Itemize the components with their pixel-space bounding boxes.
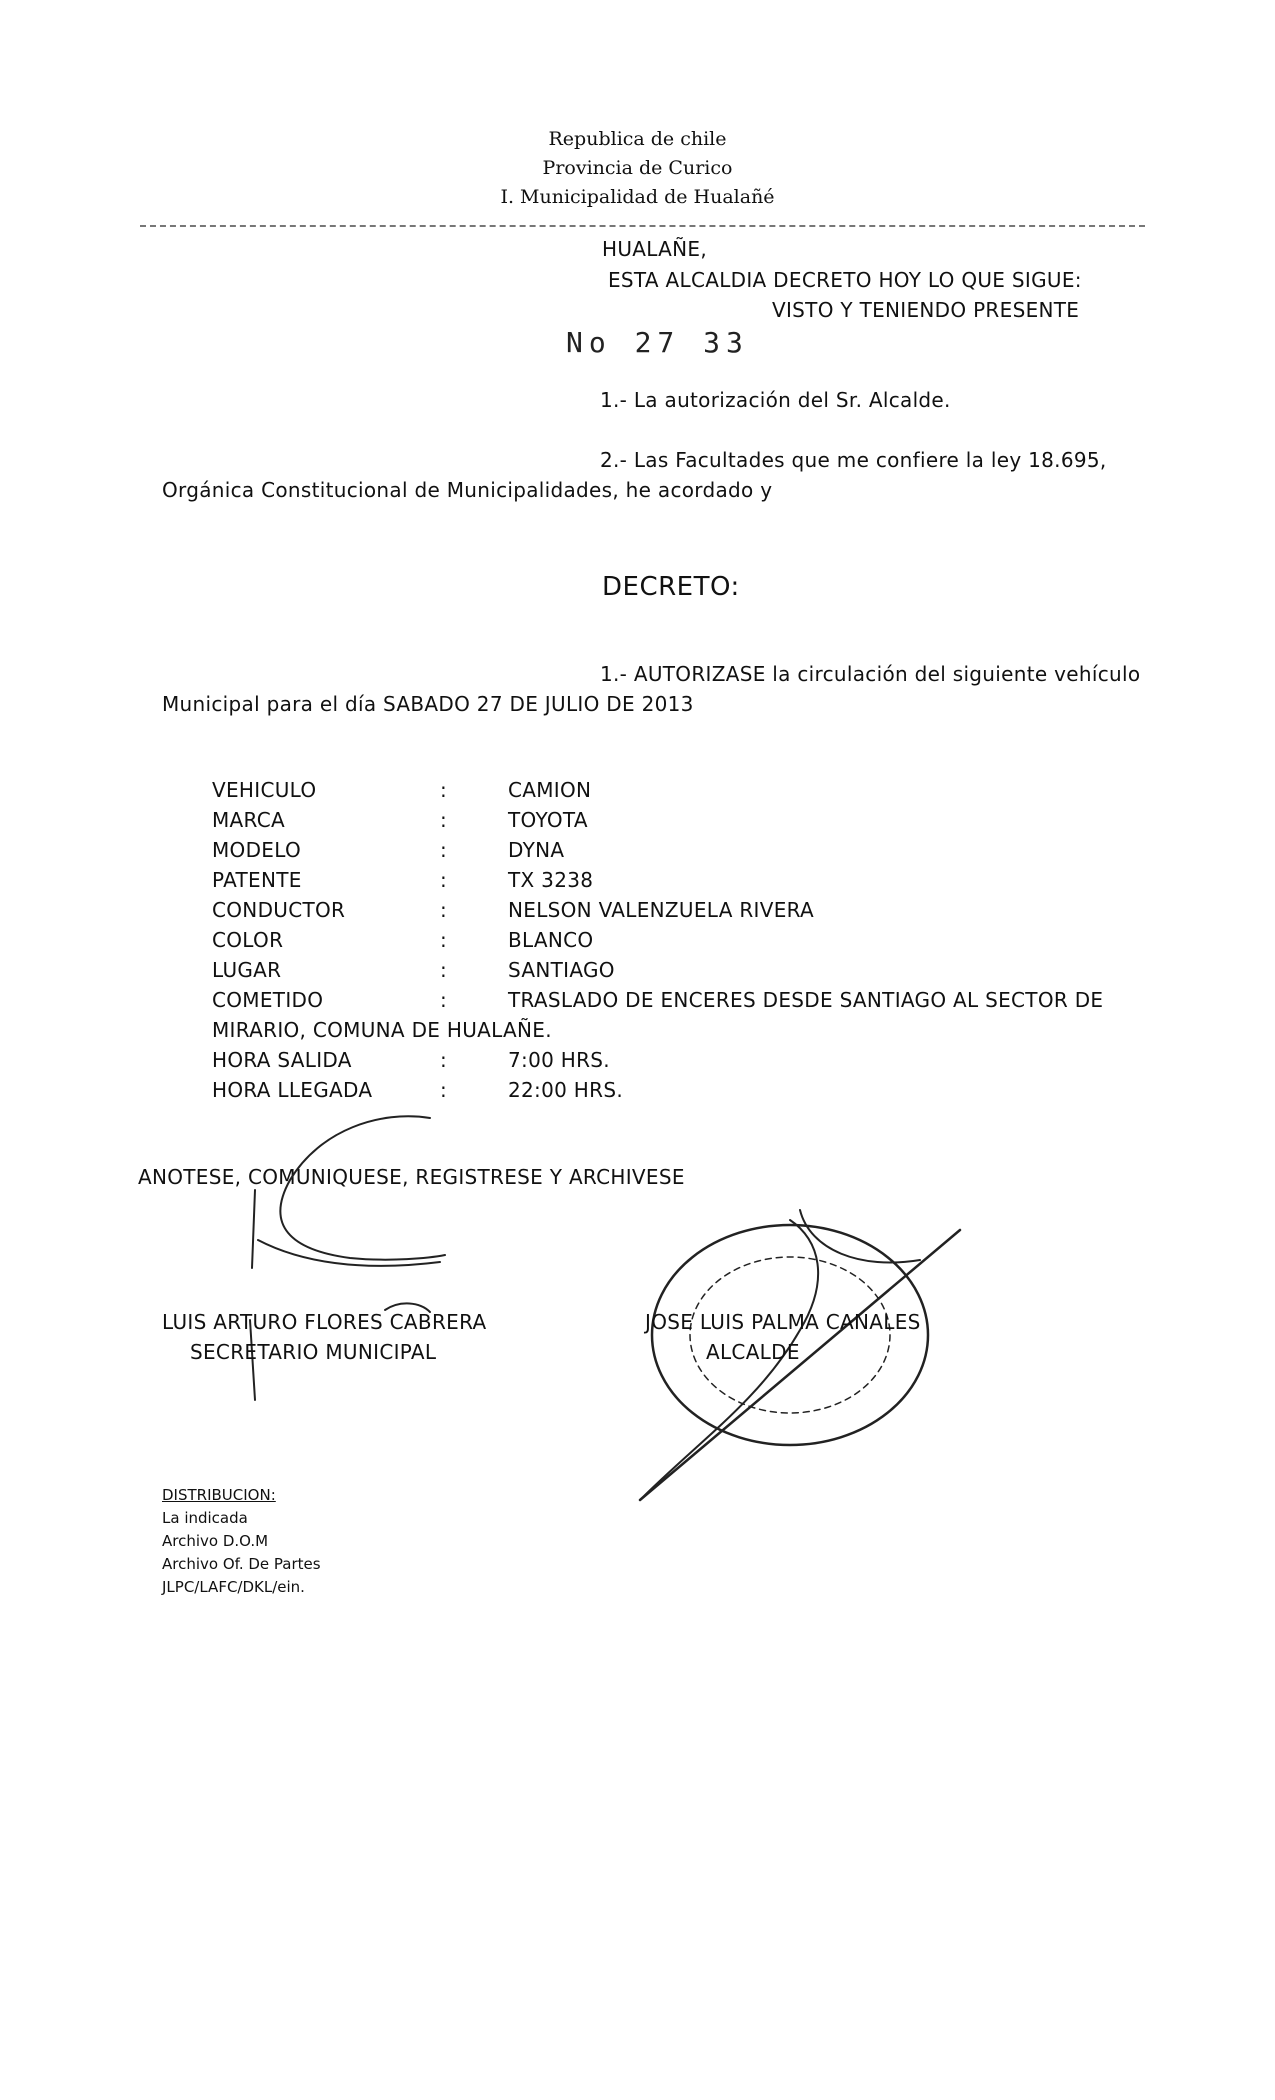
vehicle-label-hora-llegada: HORA LLEGADA — [212, 1078, 373, 1102]
vehicle-colon: : — [440, 778, 448, 802]
intro-visto: VISTO Y TENIENDO PRESENTE — [772, 298, 1080, 322]
vehicle-colon: : — [440, 958, 448, 982]
vehicle-label-conductor: CONDUCTOR — [212, 898, 346, 922]
decree-number-stamp: No 27 33 — [566, 326, 749, 359]
intro-place: HUALAÑE, — [602, 237, 707, 261]
header-province: Provincia de Curico — [542, 157, 733, 179]
header-republic: Republica de chile — [548, 128, 727, 150]
vehicle-label-cometido: COMETIDO — [212, 988, 324, 1012]
decree-item1-line1: 1.- AUTORIZASE la circulación del siguiente vehículo — [600, 662, 1141, 686]
vehicle-label-modelo: MODELO — [212, 838, 302, 862]
vehicle-colon: : — [440, 1048, 448, 1072]
vehicle-colon: : — [440, 928, 448, 952]
left-signature-stroke — [280, 1116, 445, 1259]
vehicle-value-hora-salida: 7:00 HRS. — [508, 1048, 610, 1072]
vehicle-colon: : — [440, 988, 448, 1012]
consideration-2-line1: 2.- Las Facultades que me confiere la ley 18.695, — [600, 448, 1107, 472]
intro-statement: ESTA ALCALDIA DECRETO HOY LO QUE SIGUE: — [608, 268, 1082, 292]
vehicle-label-vehiculo: VEHICULO — [212, 778, 317, 802]
vehicle-value-lugar: SANTIAGO — [508, 958, 615, 982]
distribution-item: Archivo D.O.M — [162, 1532, 269, 1550]
left-signatory-name: LUIS ARTURO FLORES CABRERA — [162, 1310, 487, 1334]
right-signatory-name: JOSE LUIS PALMA CANALES — [645, 1310, 921, 1334]
vehicle-label-patente: PATENTE — [212, 868, 302, 892]
vehicle-value-conductor: NELSON VALENZUELA RIVERA — [508, 898, 815, 922]
vehicle-colon: : — [440, 898, 448, 922]
municipal-seal-ring — [652, 1225, 928, 1445]
vehicle-label-color: COLOR — [212, 928, 284, 952]
vehicle-value-hora-llegada: 22:00 HRS. — [508, 1078, 623, 1102]
decree-title: DECRETO: — [602, 572, 740, 602]
vehicle-label-hora-salida: HORA SALIDA — [212, 1048, 352, 1072]
vehicle-label-lugar: LUGAR — [212, 958, 282, 982]
vehicle-colon: : — [440, 838, 448, 862]
vehicle-value-modelo: DYNA — [508, 838, 565, 862]
consideration-1: 1.- La autorización del Sr. Alcalde. — [600, 388, 951, 412]
vehicle-value-color: BLANCO — [508, 928, 594, 952]
left-signatory-title: SECRETARIO MUNICIPAL — [190, 1340, 437, 1364]
distribution-item: Archivo Of. De Partes — [162, 1555, 321, 1573]
vehicle-value-marca: TOYOTA — [508, 808, 588, 832]
distribution-item: JLPC/LAFC/DKL/ein. — [162, 1578, 305, 1596]
right-signatory-title: ALCALDE — [706, 1340, 800, 1364]
vehicle-colon: : — [440, 808, 448, 832]
header-municipality: I. Municipalidad de Hualañé — [500, 186, 775, 208]
vehicle-colon: : — [440, 1078, 448, 1102]
vehicle-value-cometido: TRASLADO DE ENCERES DESDE SANTIAGO AL SECTOR DE — [508, 988, 1104, 1012]
distribution-item: La indicada — [162, 1509, 248, 1527]
closing-statement: ANOTESE, COMUNIQUESE, REGISTRESE Y ARCHIVESE — [138, 1165, 685, 1189]
vehicle-value-cometido-continuation: MIRARIO, COMUNA DE HUALAÑE. — [212, 1018, 552, 1042]
vehicle-label-marca: MARCA — [212, 808, 285, 832]
vehicle-value-patente: TX 3238 — [508, 868, 594, 892]
consideration-2-line2: Orgánica Constitucional de Municipalidades, he acordado y — [162, 478, 773, 502]
vehicle-value-vehiculo: CAMION — [508, 778, 592, 802]
distribution-title: DISTRIBUCION: — [162, 1486, 276, 1504]
right-signature-stroke — [640, 1230, 960, 1500]
decree-item1-line2: Municipal para el día SABADO 27 DE JULIO DE 2013 — [162, 692, 694, 716]
vehicle-colon: : — [440, 868, 448, 892]
